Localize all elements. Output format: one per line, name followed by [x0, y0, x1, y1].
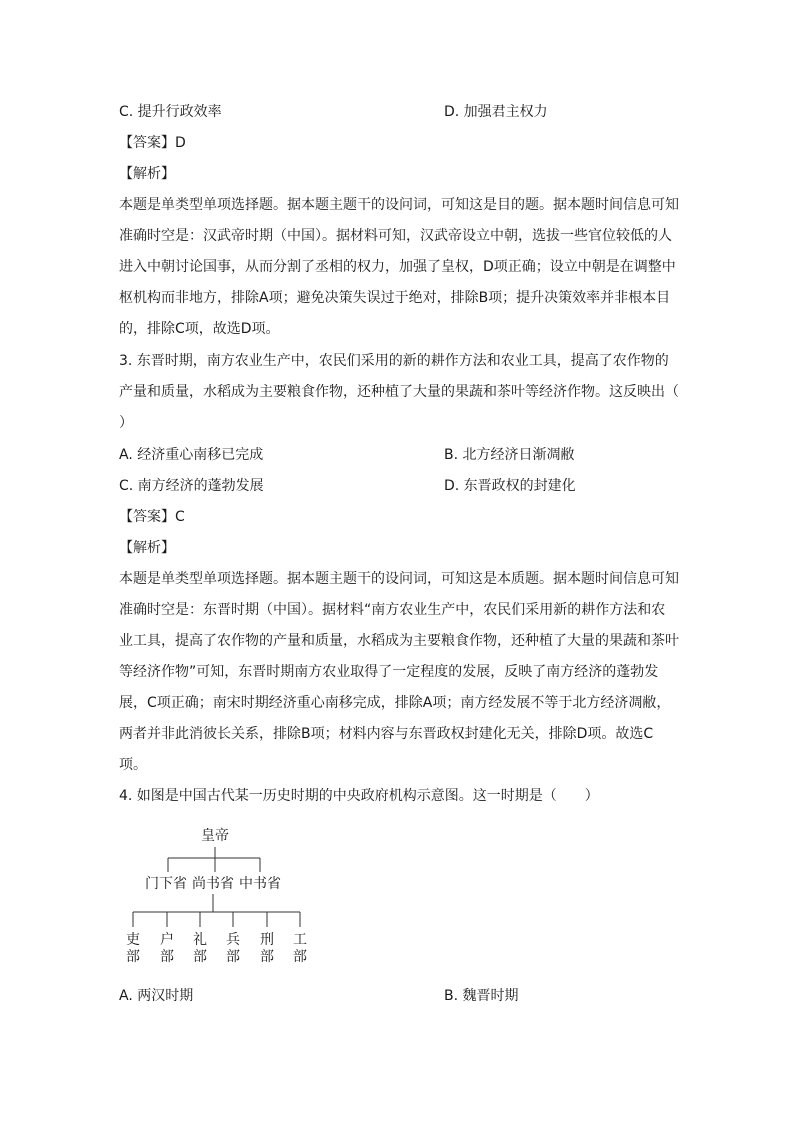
q3-analysis-title: 【解析】	[119, 540, 175, 556]
diagram-li-ministry-2: 部	[126, 949, 140, 965]
diagram-war-ministry-2: 部	[226, 949, 240, 965]
q4-stem: 4. 如图是中国古代某一历史时期的中央政府机构示意图。这一时期是（ ）	[119, 788, 599, 804]
q3-option-a: A. 经济重心南移已完成	[119, 447, 264, 463]
diagram-top-emperor: 皇帝	[201, 828, 229, 844]
diagram-zhongshu: 中书省	[239, 876, 281, 892]
diagram-justice-ministry-2: 部	[260, 949, 274, 965]
diagram-works-ministry: 工	[293, 932, 307, 948]
diagram-rites-ministry-2: 部	[193, 949, 207, 965]
diagram-menxia: 门下省	[145, 876, 187, 892]
diagram-war-ministry: 兵	[226, 932, 240, 948]
q2-analysis-title: 【解析】	[119, 166, 175, 182]
q3-option-b: B. 北方经济日渐凋敝	[444, 447, 575, 463]
diagram-shangshu: 尚书省	[192, 876, 234, 892]
diagram-hu-ministry: 户	[160, 932, 174, 948]
government-structure-diagram	[120, 820, 320, 970]
q2-option-c: C. 提升行政效率	[119, 104, 222, 120]
q3-option-d: D. 东晋政权的封建化	[444, 478, 576, 494]
q3-answer: 【答案】C	[119, 509, 185, 525]
q3-option-c: C. 南方经济的蓬勃发展	[119, 478, 264, 494]
q2-option-d: D. 加强君主权力	[444, 104, 548, 120]
diagram-li-ministry: 吏	[126, 932, 140, 948]
q4-option-b: B. 魏晋时期	[444, 988, 519, 1004]
diagram-justice-ministry: 刑	[260, 932, 274, 948]
q3-analysis: 本题是单类型单项选择题。据本题主题干的设问词，可知这是本质题。据本题时间信息可知准确时空是：东晋时期（中国）。据材料“南方农业生产中，农民们采用新的耕作方法和农业工具，提高了农作物的产量和质量，水稻成为主要粮食作物，还种植了大量的果蔬和茶叶等经济作物”可知，东晋时期南方农业取得了一定程度的发展，反映了南方经济的蓬勃发展，C项正确；南宋时期经济重心南移完成，排除A项；南方经发展不等于北方经济凋敝，两者并非此消彼长关系，排除B项；材料内容与东晋政权封建化无关，排除D项。故选C项。	[119, 571, 679, 773]
diagram-rites-ministry: 礼	[193, 932, 207, 948]
q2-answer: 【答案】D	[119, 135, 186, 151]
q3-stem: 3. 东晋时期，南方农业生产中，农民们采用的新的耕作方法和农业工具，提高了农作物的产量和质量，水稻成为主要粮食作物，还种植了大量的果蔬和茶叶等经济作物。这反映出（ ）	[119, 353, 707, 431]
diagram-hu-ministry-2: 部	[160, 949, 174, 965]
q2-analysis: 本题是单类型单项选择题。据本题主题干的设问词，可知这是目的题。据本题时间信息可知准确时空是：汉武帝时期（中国）。据材料可知，汉武帝设立中朝，选拔一些官位较低的人进入中朝讨论国事，从而分割了丞相的权力，加强了皇权，D项正确；设立中朝是在调整中枢机构而非地方，排除A项；避免决策失误过于绝对，排除B项；提升决策效率并非根本目的，排除C项，故选D项。	[119, 197, 679, 337]
diagram-works-ministry-2: 部	[293, 949, 307, 965]
q4-option-a: A. 两汉时期	[119, 988, 194, 1004]
